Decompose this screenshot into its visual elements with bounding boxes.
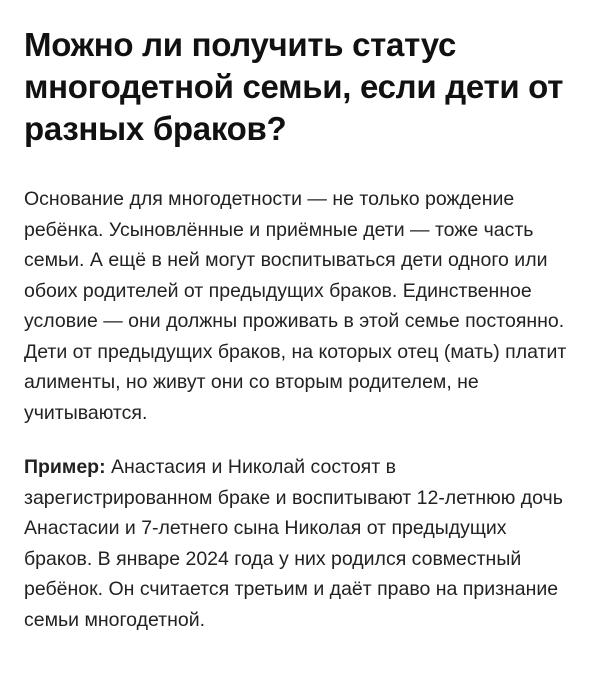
article-paragraph-basis: Основание для многодетности — не только рождение ребёнка. Усыновлённые и приёмные дети — тоже часть семьи. А ещё в ней могут воспитываться дети одного или обоих родителей от предыдущих браков. Единственное условие — они должны проживать в этой семье постоянно. Дети от предыдущих браков, на которых отец (мать) платит алименты, но живут они со вторым родителем, не учитываются. bbox=[24, 188, 567, 424]
example-label: Пример: bbox=[24, 456, 106, 478]
article-title: Можно ли получить статус многодетной семьи, если дети от разных браков? bbox=[24, 26, 564, 147]
example-text: Анастасия и Николай состоят в зарегистрированном браке и воспитывают 12-летнюю дочь Анастасии и 7-летнего сына Николая от предыдущих браков. В январе 2024 года у них родился совместный ребёнок. Он считается третьим и даёт право на признание семьи многодетной. bbox=[24, 456, 563, 631]
article-paragraph-example bbox=[24, 452, 576, 635]
